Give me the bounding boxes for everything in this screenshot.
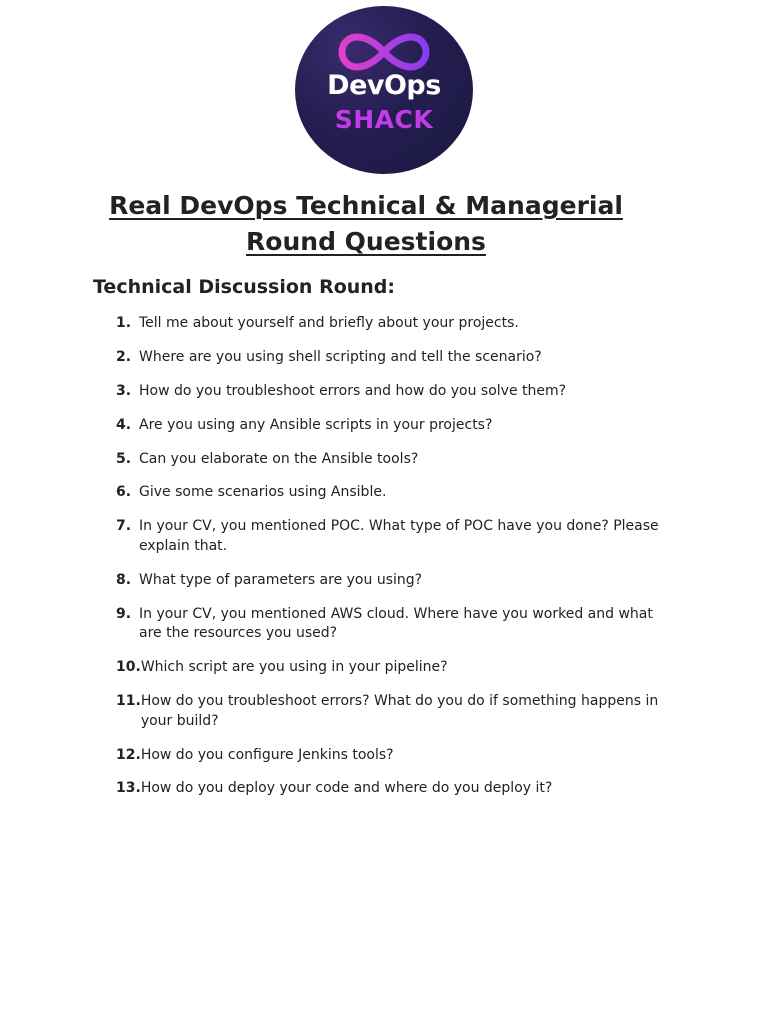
question-list [116, 314, 676, 813]
question-item [116, 348, 676, 368]
question-item [116, 779, 676, 799]
question-text: In your CV, you mentioned POC. What type of POC have you done? Please explain that. [139, 518, 659, 554]
question-text: How do you troubleshoot errors and how do you solve them? [139, 382, 567, 399]
question-number: 5. [116, 450, 132, 467]
question-text: What type of parameters are you using? [139, 571, 423, 588]
question-number: 12. [116, 746, 141, 763]
question-text: Which script are you using in your pipeline? [140, 659, 448, 676]
question-text: How do you deploy your code and where do you deploy it? [140, 780, 553, 797]
question-number: 4. [116, 416, 132, 433]
question-item [116, 692, 676, 731]
question-item [116, 605, 676, 644]
question-number: 2. [116, 348, 132, 365]
question-text: Give some scenarios using Ansible. [139, 484, 387, 501]
document-title [100, 188, 632, 260]
question-text: How do you troubleshoot errors? What do you do if something happens in your build? [140, 693, 659, 729]
question-item [116, 314, 676, 334]
section-heading: Technical Discussion Round: [93, 276, 396, 298]
question-item [116, 416, 676, 436]
question-number: 1. [116, 315, 132, 331]
question-item [116, 658, 676, 678]
question-item [116, 571, 676, 591]
question-item [116, 517, 676, 556]
question-number: 13. [116, 780, 141, 797]
document-title-line2: Round Questions [246, 227, 486, 256]
question-item [116, 382, 676, 402]
question-number: 9. [116, 605, 132, 622]
question-item [116, 746, 676, 766]
question-text: Are you using any Ansible scripts in your projects? [139, 416, 493, 433]
question-item [116, 450, 676, 470]
question-text: How do you configure Jenkins tools? [140, 746, 394, 763]
question-text: Where are you using shell scripting and tell the scenario? [139, 348, 542, 365]
logo-wordmark-devops: DevOps [327, 70, 441, 101]
question-number: 3. [116, 382, 132, 399]
question-text: Tell me about yourself and briefly about your projects. [139, 315, 519, 331]
question-number: 8. [116, 571, 132, 588]
question-text: Can you elaborate on the Ansible tools? [139, 450, 419, 467]
devops-shack-logo [295, 6, 473, 174]
question-number: 7. [116, 518, 132, 535]
question-number: 11. [116, 693, 141, 710]
question-number: 6. [116, 484, 132, 501]
logo-wordmark-shack: SHACK [334, 105, 434, 134]
question-text: In your CV, you mentioned AWS cloud. Where have you worked and what are the resources you used? [139, 605, 653, 642]
question-number: 10. [116, 659, 141, 676]
question-item [116, 483, 676, 503]
document-title-line1: Real DevOps Technical & Managerial [109, 191, 623, 220]
